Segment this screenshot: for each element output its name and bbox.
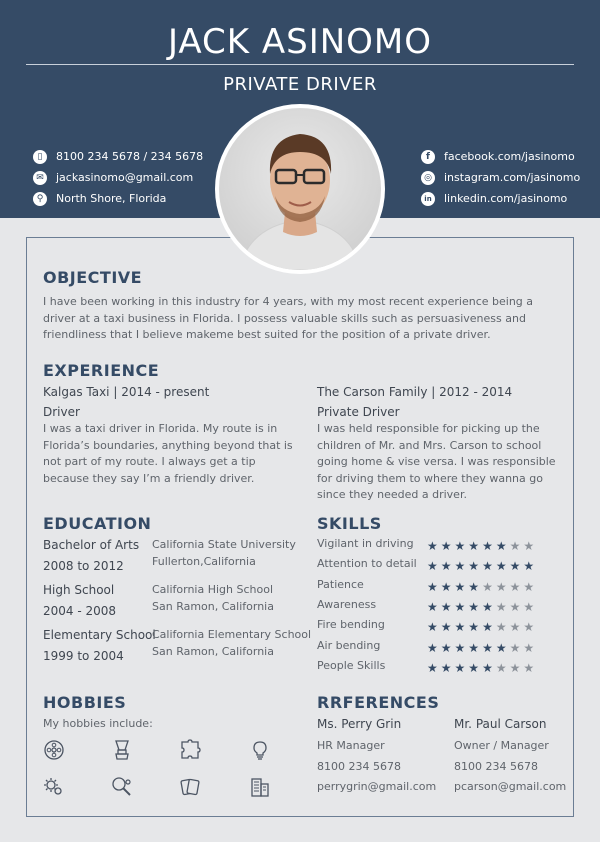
linkedin-text: linkedin.com/jasinomo [444, 192, 568, 205]
star-empty-icon: ★ [495, 599, 507, 614]
skill-rating [427, 560, 534, 572]
star-filled-icon: ★ [454, 559, 466, 574]
playing-cards-icon [179, 776, 201, 798]
star-filled-icon: ★ [427, 640, 438, 655]
star-filled-icon: ★ [482, 620, 493, 635]
gears-icon [43, 776, 65, 798]
star-filled-icon: ★ [468, 660, 480, 675]
star-filled-icon: ★ [454, 579, 466, 594]
star-filled-icon: ★ [495, 539, 507, 553]
star-filled-icon: ★ [427, 599, 438, 614]
movie-reel-icon [43, 739, 65, 761]
location-pin-icon: ⚲ [33, 192, 47, 206]
skill-label: People Skills [317, 658, 386, 672]
skill-label: Vigilant in driving [317, 537, 414, 550]
star-filled-icon: ★ [495, 640, 507, 655]
mail-icon: ✉ [33, 171, 47, 185]
contact-instagram [421, 167, 580, 188]
star-filled-icon: ★ [468, 640, 480, 655]
star-filled-icon: ★ [440, 579, 452, 594]
star-filled-icon: ★ [427, 620, 438, 635]
blender-icon [111, 739, 133, 761]
star-filled-icon: ★ [495, 559, 507, 574]
education-heading: EDUCATION [43, 514, 152, 533]
education-degree-3: Elementary School [43, 628, 156, 642]
hobbies-intro: My hobbies include: [43, 717, 153, 730]
star-filled-icon: ★ [482, 559, 493, 574]
contact-phone [33, 146, 203, 167]
skill-rating [427, 662, 534, 674]
star-filled-icon: ★ [427, 660, 438, 675]
skill-rating [427, 642, 534, 654]
skills-heading: SKILLS [317, 514, 382, 533]
reference-email-2: pcarson@gmail.com [454, 780, 567, 793]
experience-heading: EXPERIENCE [43, 361, 160, 380]
star-filled-icon: ★ [482, 660, 493, 675]
star-empty-icon: ★ [509, 640, 521, 655]
puzzle-icon [179, 739, 201, 761]
education-years-2: 2004 - 2008 [43, 604, 117, 618]
star-empty-icon: ★ [509, 620, 521, 635]
star-filled-icon: ★ [482, 640, 493, 655]
star-empty-icon: ★ [495, 660, 507, 675]
phone-text: 8100 234 5678 / 234 5678 [56, 150, 204, 163]
star-filled-icon: ★ [440, 660, 452, 675]
education-years-1: 2008 to 2012 [43, 559, 124, 573]
reference-name-1: Ms. Perry Grin [317, 717, 402, 731]
star-filled-icon: ★ [440, 640, 452, 655]
objective-text: I have been working in this industry for 4 years, with my most recent experience being a driver at a taxi business in Florida. I possess valuable skills such as persuasiveness and friendliness that I believe makeme best suited for the position of a private driver. [43, 295, 534, 341]
star-filled-icon: ★ [427, 539, 438, 553]
star-empty-icon: ★ [509, 579, 521, 594]
location-text: North Shore, Florida [56, 192, 167, 205]
star-filled-icon: ★ [454, 620, 466, 635]
skill-rating [427, 581, 534, 593]
star-filled-icon: ★ [454, 539, 466, 553]
resume-body [26, 237, 574, 817]
reference-name-2: Mr. Paul Carson [454, 717, 547, 731]
reference-phone-1: 8100 234 5678 [317, 760, 401, 773]
reference-email-1: perrygrin@gmail.com [317, 780, 437, 793]
star-empty-icon: ★ [482, 579, 493, 594]
skill-label: Patience [317, 577, 364, 591]
experience-role-1: Driver [43, 405, 80, 419]
instagram-text: instagram.com/jasinomo [444, 171, 581, 184]
star-filled-icon: ★ [482, 539, 493, 553]
reference-title-2: Owner / Manager [454, 739, 549, 752]
star-filled-icon: ★ [440, 559, 452, 574]
facebook-text: facebook.com/jasinomo [444, 150, 575, 163]
linkedin-icon: in [421, 192, 435, 206]
phone-icon: ▯ [33, 150, 47, 164]
star-empty-icon: ★ [509, 660, 521, 675]
education-degree-1: Bachelor of Arts [43, 538, 140, 552]
experience-text-1: I was a taxi driver in Florida. My route is in Florida’s boundaries, anything beyond that is not part of my route. I always get a tip because they say I’m a friendly driver. [43, 422, 293, 485]
star-empty-icon: ★ [495, 579, 507, 594]
education-school-2: California High School [152, 583, 274, 596]
star-filled-icon: ★ [427, 579, 438, 594]
candidate-name: JACK ASINOMO [167, 22, 433, 62]
reference-title-1: HR Manager [317, 739, 385, 752]
star-empty-icon: ★ [523, 640, 535, 655]
education-place-2: San Ramon, California [152, 600, 274, 613]
star-filled-icon: ★ [427, 559, 438, 574]
star-filled-icon: ★ [523, 559, 535, 574]
star-filled-icon: ★ [468, 559, 480, 574]
education-degree-2: High School [43, 583, 115, 597]
education-years-3: 1999 to 2004 [43, 649, 124, 663]
contact-email [33, 167, 203, 188]
skill-label: Air bending [317, 638, 381, 652]
star-filled-icon: ★ [468, 620, 480, 635]
star-filled-icon: ★ [440, 539, 452, 553]
facebook-icon: f [421, 150, 435, 164]
reference-phone-2: 8100 234 5678 [454, 760, 538, 773]
experience-role-2: Private Driver [317, 405, 400, 419]
lightbulb-icon [249, 739, 271, 761]
job-title: PRIVATE DRIVER [223, 74, 377, 95]
experience-company-2: The Carson Family | 2012 - 2014 [317, 385, 513, 399]
education-place-1: Fullerton,California [152, 555, 256, 568]
ping-pong-icon [111, 776, 133, 798]
star-filled-icon: ★ [454, 599, 466, 614]
education-school-1: California State University [152, 538, 296, 551]
star-empty-icon: ★ [523, 539, 535, 553]
star-empty-icon: ★ [523, 660, 535, 675]
skill-label: Fire bending [317, 618, 385, 632]
star-filled-icon: ★ [509, 559, 521, 574]
hobbies-heading: HOBBIES [43, 693, 127, 712]
contact-list-left [33, 146, 203, 209]
education-school-3: California Elementary School [152, 628, 312, 641]
star-filled-icon: ★ [454, 640, 466, 655]
star-filled-icon: ★ [468, 539, 480, 553]
references-heading: RRFERENCES [317, 693, 440, 712]
skill-rating [427, 601, 534, 613]
header-divider [26, 64, 574, 65]
contact-list-right [421, 146, 580, 209]
email-text: jackasinomo@gmail.com [56, 171, 194, 184]
objective-heading: OBJECTIVE [43, 268, 143, 287]
star-empty-icon: ★ [509, 599, 521, 614]
star-filled-icon: ★ [482, 599, 493, 614]
star-filled-icon: ★ [440, 599, 452, 614]
star-empty-icon: ★ [523, 620, 535, 635]
star-empty-icon: ★ [523, 599, 535, 614]
education-place-3: San Ramon, California [152, 645, 274, 658]
experience-text-2: I was held responsible for picking up the children of Mr. and Mrs. Carson to school going home & vise versa. I was responsible for driving them to where they wanna go since they needed a driver. [317, 422, 556, 501]
star-empty-icon: ★ [509, 539, 521, 553]
star-empty-icon: ★ [523, 579, 535, 594]
star-filled-icon: ★ [468, 599, 480, 614]
skill-label: Attention to detail [317, 557, 417, 571]
instagram-icon: ◎ [421, 171, 435, 185]
contact-linkedin [421, 188, 580, 209]
experience-company-1: Kalgas Taxi | 2014 - present [43, 385, 210, 399]
skill-label: Awareness [317, 597, 377, 611]
contact-location [33, 188, 203, 209]
star-filled-icon: ★ [468, 579, 480, 594]
building-icon [249, 776, 271, 798]
skill-rating [427, 540, 534, 552]
contact-facebook [421, 146, 580, 167]
skill-rating [427, 621, 534, 633]
star-filled-icon: ★ [440, 620, 452, 635]
star-empty-icon: ★ [495, 620, 507, 635]
portrait-illustration [219, 108, 381, 270]
star-filled-icon: ★ [454, 660, 466, 675]
profile-photo [215, 104, 385, 274]
